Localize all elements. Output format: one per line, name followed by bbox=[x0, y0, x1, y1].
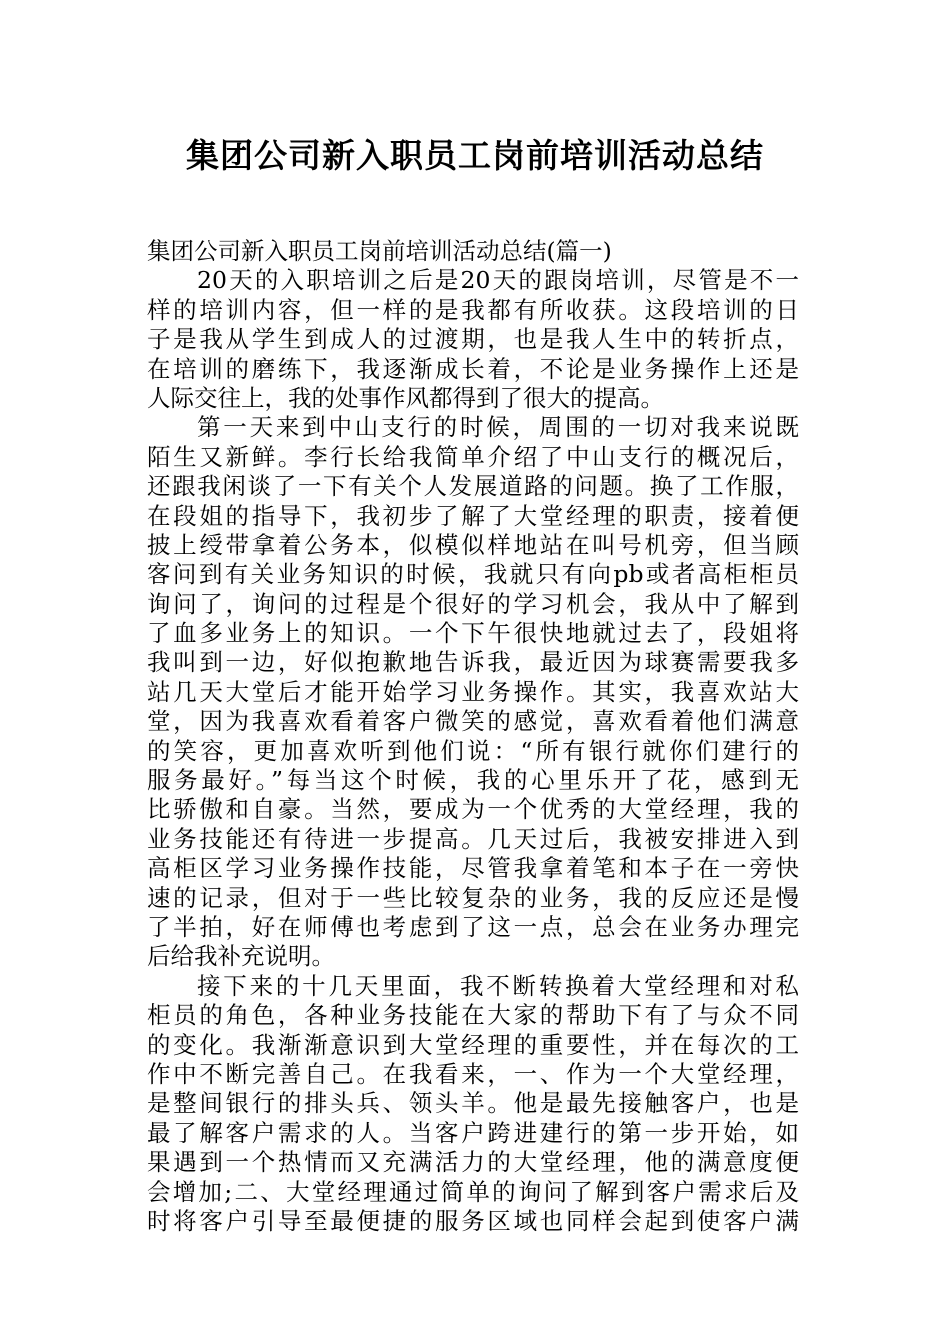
text-line: 业务技能还有待进一步提高。几天过后，我被安排进入到 bbox=[147, 824, 799, 853]
text-line: 第一天来到中山支行的时候，周围的一切对我来说既 bbox=[197, 413, 799, 442]
text-line: 后给我补充说明。 bbox=[147, 942, 335, 971]
text-line: 在段姐的指导下，我初步了解了大堂经理的职责，接着便 bbox=[147, 501, 799, 530]
text-line: 子是我从学生到成人的过渡期，也是我人生中的转折点， bbox=[147, 325, 799, 354]
text-line: 速的记录，但对于一些比较复杂的业务，我的反应还是慢 bbox=[147, 883, 799, 912]
text-line: 还跟我闲谈了一下有关个人发展道路的问题。换了工作服， bbox=[147, 472, 799, 501]
text-line: 果遇到一个热情而又充满活力的大堂经理，他的满意度便 bbox=[147, 1148, 799, 1177]
text-line: 了血多业务上的知识。一个下午很快地就过去了，段姐将 bbox=[147, 619, 799, 648]
text-line: 在培训的磨练下，我逐渐成长着，不论是业务操作上还是 bbox=[147, 354, 799, 383]
text-line: 会增加;二、大堂经理通过简单的询问了解到客户需求后及 bbox=[147, 1177, 799, 1206]
text-line: 接下来的十几天里面，我不断转换着大堂经理和对私 bbox=[197, 971, 799, 1000]
text-line: 时将客户引导至最便捷的服务区域也同样会起到使客户满 bbox=[147, 1206, 799, 1235]
text-line: 披上绶带拿着公务本，似模似样地站在叫号机旁，但当顾 bbox=[147, 530, 799, 559]
text-line: 了半拍，好在师傅也考虑到了这一点，总会在业务办理完 bbox=[147, 912, 799, 941]
text-line: 服务最好。”每当这个时候，我的心里乐开了花，感到无 bbox=[147, 766, 799, 795]
text-line: 的笑容，更加喜欢听到他们说：“所有银行就你们建行的 bbox=[147, 736, 799, 765]
text-line: 的变化。我渐渐意识到大堂经理的重要性，并在每次的工 bbox=[147, 1030, 799, 1059]
text-line: 20天的入职培训之后是20天的跟岗培训，尽管是不一 bbox=[197, 266, 799, 295]
section-heading: 集团公司新入职员工岗前培训活动总结(篇一) bbox=[147, 237, 612, 265]
text-line: 高柜区学习业务操作技能，尽管我拿着笔和本子在一旁快 bbox=[147, 854, 799, 883]
text-line: 站几天大堂后才能开始学习业务操作。其实，我喜欢站大 bbox=[147, 677, 799, 706]
text-line: 人际交往上，我的处事作风都得到了很大的提高。 bbox=[147, 383, 664, 412]
text-line: 我叫到一边，好似抱歉地告诉我，最近因为球赛需要我多 bbox=[147, 648, 799, 677]
text-line: 比骄傲和自豪。当然，要成为一个优秀的大堂经理，我的 bbox=[147, 795, 799, 824]
text-line: 是整间银行的排头兵、领头羊。他是最先接触客户，也是 bbox=[147, 1089, 799, 1118]
document-body bbox=[147, 237, 799, 1236]
text-line: 陌生又新鲜。李行长给我简单介绍了中山支行的概况后， bbox=[147, 442, 799, 471]
text-line: 作中不断完善自己。在我看来，一、作为一个大堂经理， bbox=[147, 1059, 799, 1088]
text-line: 最了解客户需求的人。当客户跨进建行的第一步开始，如 bbox=[147, 1118, 799, 1147]
text-line: 堂，因为我喜欢看着客户微笑的感觉，喜欢看着他们满意 bbox=[147, 707, 799, 736]
text-line: 询问了，询问的过程是个很好的学习机会，我从中了解到 bbox=[147, 589, 799, 618]
text-line: 客问到有关业务知识的时候，我就只有向pb或者高柜柜员 bbox=[147, 560, 799, 589]
text-line: 柜员的角色，各种业务技能在大家的帮助下有了与众不同 bbox=[147, 1001, 799, 1030]
text-line: 样的培训内容，但一样的是我都有所收获。这段培训的日 bbox=[147, 295, 799, 324]
document-title: 集团公司新入职员工岗前培训活动总结 bbox=[186, 136, 764, 175]
